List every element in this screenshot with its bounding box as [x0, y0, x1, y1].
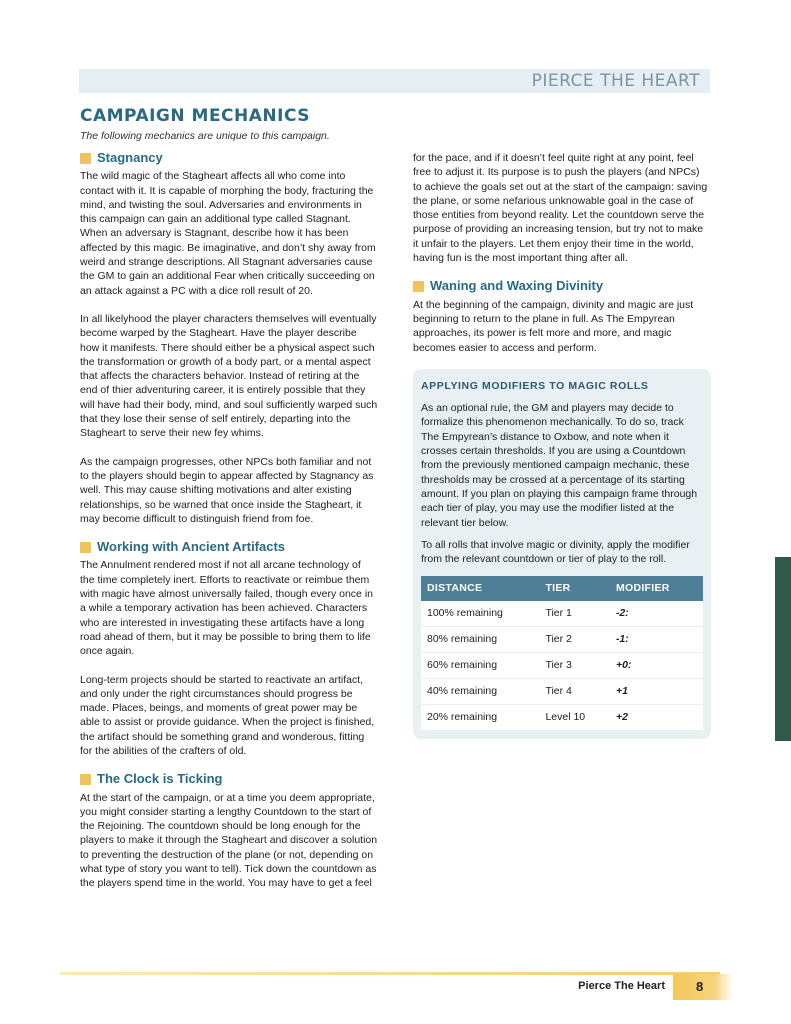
table-row [421, 626, 703, 652]
table-row [421, 704, 703, 730]
table-cell: -2: [610, 601, 703, 627]
table-cell: 100% remaining [421, 601, 539, 627]
table-cell: 20% remaining [421, 704, 539, 730]
section-heading-divinity: Waning and Waxing Divinity [413, 279, 711, 293]
square-bullet-icon [80, 153, 91, 164]
paragraph: Long-term projects should be started to reactivate an artifact, and only under the right circumstances should progress be made. Places, beings, and moments of great power may be able to assist or provide guidance. When the project is finished, the artifact should be something grand and wonderous, fitting for the abilities of the crafters of old. [80, 673, 375, 757]
table-cell: Tier 3 [539, 652, 610, 678]
sidebar-box [413, 369, 711, 739]
column-header: TIER [539, 576, 610, 600]
running-header: PIERCE THE HEART [531, 71, 700, 91]
page-number-badge [673, 974, 733, 1000]
paragraph: In all likelyhood the player characters themselves will eventually become warped by the Stagheart. Have the player describe how it manifests. There should either be a physical aspect such the transformation or growth of a body part, or a mental aspect that affects the characters behavior. Instead of retiring at the end of thier adventuring career, it is entirely possible that they will have had their body, mind, and soul sufficiently warped such that they lose their sense of self entirely, departing into the Stagheart to serve their new fey whims. [80, 312, 378, 440]
table-cell: Tier 4 [539, 678, 610, 704]
table-cell: +2 [610, 704, 703, 730]
sidebar-paragraph: As an optional rule, the GM and players may decide to formalize this phenomenon mechanically. To do so, track The Empyrean’s distance to Oxbow, and note when it crosses certain thresholds. If you are using a Countdown from the previously mentioned campaign mechanic, these thresholds may be crossed at a percentage of its starting amount. If you plan on playing this campaign frame through each tier of play, you may use the modifier listed at the relevant tier below. [421, 402, 698, 529]
paragraph: At the beginning of the campaign, divinity and magic are just beginning to return to the plane in full. As The Empyrean approaches, its power is felt more and more, and magic becomes easier to access and perform. [413, 298, 694, 354]
table-cell: +0: [610, 652, 703, 678]
paragraph: The Annulment rendered most if not all arcane technology of the time completely inert. Efforts to reactivate or reimbue them with magic have almost universally failed, though every once in a while a temporary activation has been achieved. Characters who are interested in investigating these artifacts have a long road ahead of them, but it may be possible to bring them to life once again. [80, 559, 373, 658]
section-heading-clock: The Clock is Ticking [80, 772, 378, 786]
table-cell: Level 10 [539, 704, 610, 730]
chapter-side-tab [775, 557, 791, 741]
page-subtitle: The following mechanics are unique to this campaign. [80, 130, 330, 142]
column-header: MODIFIER [610, 576, 703, 600]
left-column [80, 151, 378, 905]
right-column [413, 151, 711, 739]
page-number: 8 [696, 979, 704, 994]
paragraph: for the pace, and if it doesn’t feel quite right at any point, feel free to adjust it. Its purpose is to push the players (and NPCs) to achieve the goals set out at the start of the campaign: saving the plane, or some nefarious unknowable goal in the case of those entities from beyond reality. Let the countdown serve the purpose of providing an increasing tension, but try not to make it unfair to the players. Let them enjoy their time in the world, having fun is the most important thing after all. [413, 152, 708, 265]
table-header-row [421, 576, 703, 600]
paragraph: The wild magic of the Stagheart affects all who come into contact with it. It is capable of morphing the body, fracturing the mind, and twisting the soul. Adversaries and environments in this campaign can gain an additional type called Stagnant. When an adversary is Stagnant, describe how it has been affected by this magic. Be imaginative, and don’t shy away from weird and strange descriptions. All Stagnant adversaries cause the GM to gain an additional Fear when critically succeeding on an attack against a PC with a dice roll result of 20. [80, 170, 376, 297]
table-cell: 40% remaining [421, 678, 539, 704]
square-bullet-icon [80, 542, 91, 553]
table-cell: Tier 1 [539, 601, 610, 627]
sidebar-title: APPLYING MODIFIERS TO MAGIC ROLLS [421, 379, 649, 392]
modifier-table [421, 576, 703, 730]
square-bullet-icon [413, 281, 424, 292]
table-row [421, 601, 703, 627]
footer-book-title: Pierce The Heart [578, 980, 665, 992]
table-cell: +1 [610, 678, 703, 704]
section-heading-stagnancy: Stagnancy [80, 151, 378, 165]
table-row [421, 678, 703, 704]
column-header: DISTANCE [421, 576, 539, 600]
paragraph: As the campaign progresses, other NPCs both familiar and not to the players should begin to appear affected by Stagnancy as well. This may cause shifting motivations and alter existing relationships, so be warned that once inside the Stagheart, it may become difficult to distinguish friend from foe. [80, 455, 374, 525]
page-title: CAMPAIGN MECHANICS [80, 106, 311, 126]
section-heading-artifacts: Working with Ancient Artifacts [80, 540, 378, 554]
table-cell: 60% remaining [421, 652, 539, 678]
table-row [421, 652, 703, 678]
square-bullet-icon [80, 774, 91, 785]
sidebar-paragraph: To all rolls that involve magic or divinity, apply the modifier from the relevant countdown or tier of play to the roll. [421, 538, 690, 566]
table-cell: 80% remaining [421, 626, 539, 652]
table-cell: Tier 2 [539, 626, 610, 652]
table-cell: -1: [610, 626, 703, 652]
paragraph: At the start of the campaign, or at a time you deem appropriate, you might consider starting a lengthy Countdown to the start of the Rejoining. The countdown should be long enough for the players to make it through the Stagheart and discover a solution to preventing the destruction of the plane (or not, depending on what type of story you want to tell). Tick down the countdown as the players spend time in the world. You may have to get a feel [80, 791, 378, 890]
footer-rule [60, 972, 720, 975]
